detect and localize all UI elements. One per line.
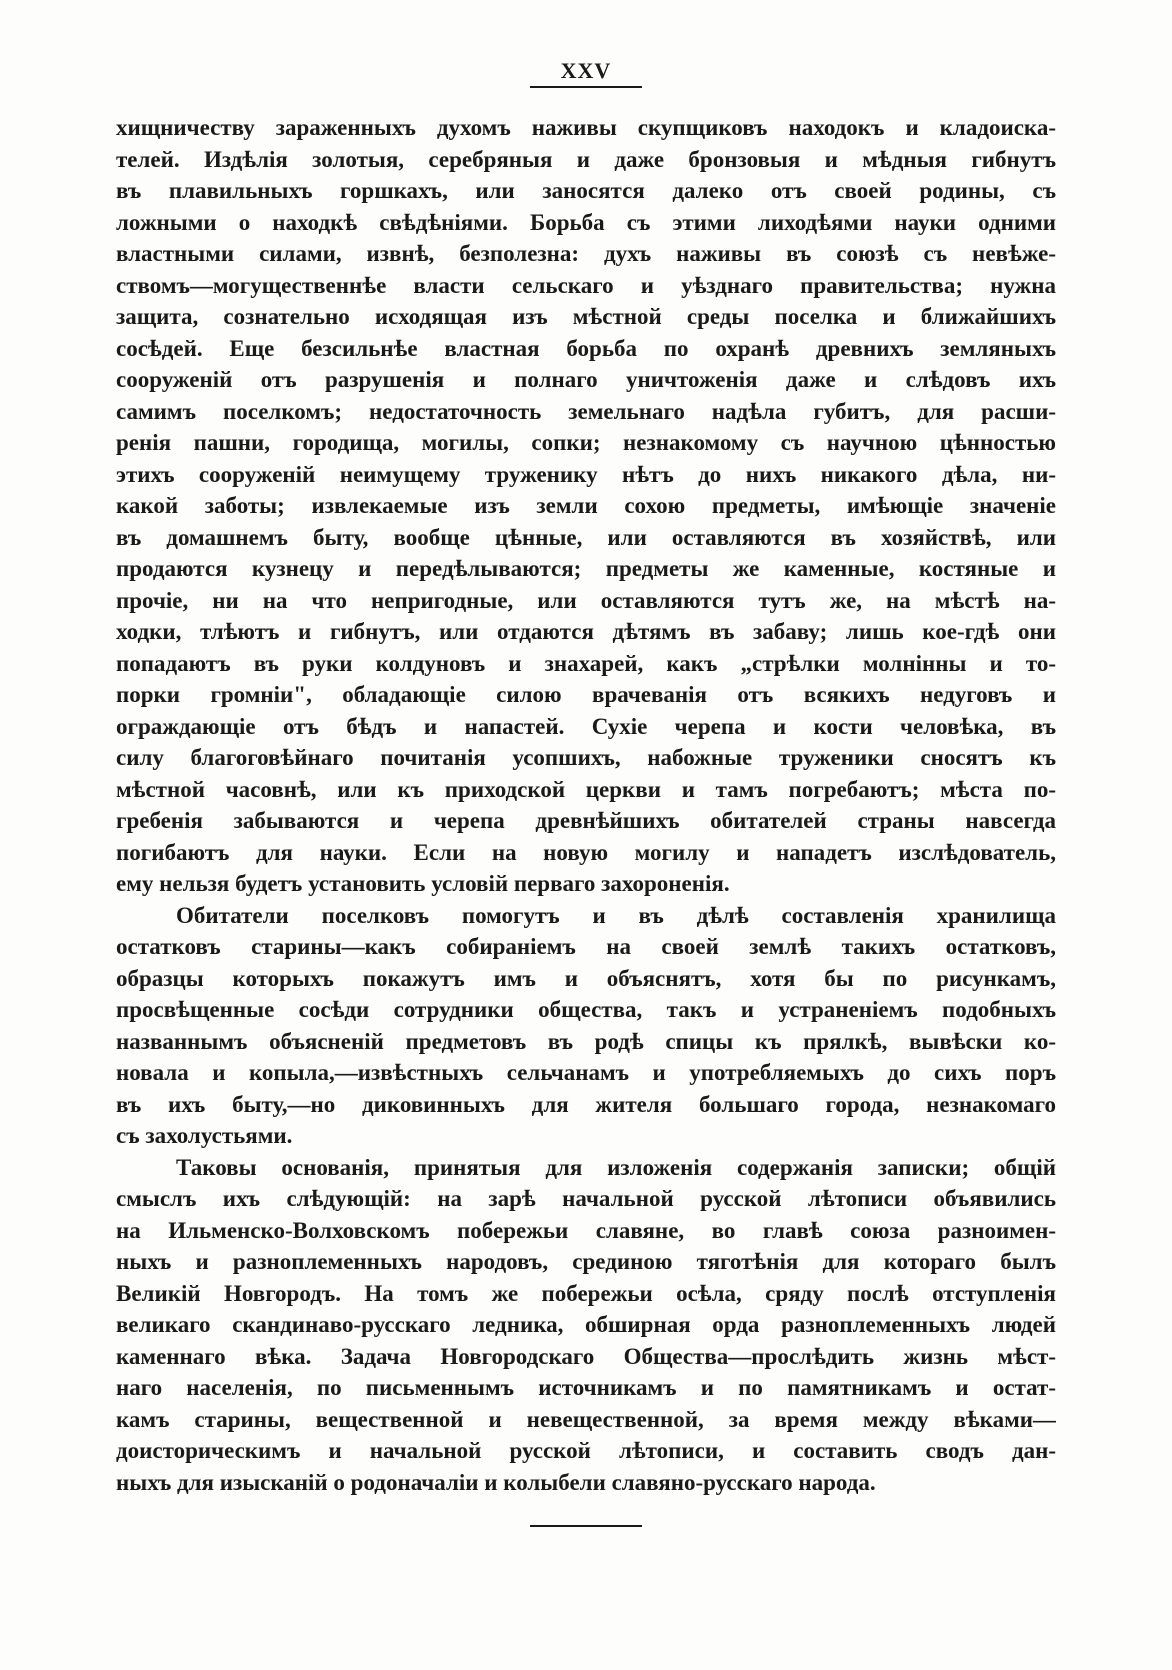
text-line: погибаютъ для науки. Если на новую могилу и нападетъ изслѣдователь, [116,839,1056,865]
text-line: съ захолустьями. [116,1123,293,1148]
text-line: Обитатели поселковъ помогутъ и въ дѣлѣ составленія хранилища [176,902,1056,928]
paragraph-3 [116,1152,1056,1499]
text-line: названнымъ объясненій предметовъ въ родѣ спицы къ прялкѣ, вывѣски ко- [116,1028,1056,1054]
text-line: попадаютъ въ руки колдуновъ и знахарей, какъ „стрѣлки молнінны и то- [116,650,1056,676]
header-rule [530,86,642,88]
text-line: защита, сознательно исходящая изъ мѣстной среды поселка и ближайшихъ [116,304,1056,329]
text-line: въ домашнемъ быту, вообще цѣнные, или оставляются въ хозяйствѣ, или [116,524,1056,550]
text-line: ограждающіе отъ бѣдъ и напастей. Сухіе черепа и кости человѣка, въ [116,713,1056,739]
text-line: Великій Новгородъ. На томъ же побережьи осѣла, сряду послѣ отступленія [116,1280,1056,1306]
text-line: доисторическимъ и начальной русской лѣтописи, и составить сводъ дан- [116,1438,1056,1463]
text-line: смыслъ ихъ слѣдующій: на зарѣ начальной русской лѣтописи объявились [116,1186,1056,1211]
text-line: какой заботы; извлекаемые изъ земли сохою предметы, имѣющіе значеніе [116,493,1056,518]
footer-rule [530,1525,642,1527]
text-line: ныхъ и разноплеменныхъ народовъ, срединою тяготѣнія для котораго былъ [116,1249,1056,1274]
text-line: каменнаго вѣка. Задача Новгородскаго Общества—прослѣдить жизнь мѣст- [116,1343,1056,1369]
text-line: гребенія забываются и черепа древнѣйшихъ обитателей страны навсегда [116,808,1056,833]
text-line: въ ихъ быту,—но диковинныхъ для жителя большаго города, незнакомаго [116,1091,1056,1117]
text-line: порки громніи", обладающіе силою врачеванія отъ всякихъ недуговъ и [116,682,1056,707]
text-line: сооруженій отъ разрушенія и полнаго уничтоженія даже и слѣдовъ ихъ [116,367,1056,392]
text-line: на Ильменско-Волховскомъ побережьи славяне, во главѣ союза разноимен- [116,1217,1056,1243]
paragraph-1 [116,112,1056,900]
text-line: новала и копыла,—извѣстныхъ сельчанамъ и употребляемыхъ до сихъ поръ [116,1060,1056,1085]
text-line: ему нельзя будетъ установить условій перваго захороненія. [116,871,730,896]
text-line: ренія пашни, городища, могилы, сопки; незнакомому съ научною цѣнностью [116,430,1056,455]
text-line: силу благоговѣйнаго почитанія усопшихъ, набожные труженики сносятъ къ [116,745,1056,770]
text-line: ходки, тлѣютъ и гибнутъ, или отдаются дѣтямъ въ забаву; лишь кое-гдѣ они [116,619,1056,644]
text-line: этихъ сооруженій неимущему труженику нѣтъ до нихъ никакого дѣла, ни- [116,461,1056,487]
text-line: Таковы основанія, принятыя для изложенія содержанія записки; общій [176,1154,1056,1180]
paragraph-2 [116,900,1056,1152]
text-line: сосѣдей. Еще безсильнѣе властная борьба по охранѣ древнихъ земляныхъ [116,335,1056,361]
text-line: хищничеству зараженныхъ духомъ наживы скупщиковъ находокъ и кладоиска- [116,115,1056,140]
page-number: XXV [560,58,612,83]
text-line: образцы которыхъ покажутъ имъ и объяснятъ, хотя бы по рисункамъ, [116,965,1056,991]
text-line: продаются кузнецу и передѣлываются; предметы же каменные, костяные и [116,556,1056,581]
text-line: камъ старины, вещественной и невещественной, за время между вѣками— [116,1406,1056,1432]
text-line: телей. Издѣлія золотыя, серебряныя и даже бронзовыя и мѣдныя гибнутъ [116,146,1056,172]
body-text [116,112,1056,1498]
text-line: мѣстной часовнѣ, или къ приходской церкви и тамъ погребаютъ; мѣста по- [116,776,1056,802]
text-line: ложными о находкѣ свѣдѣніями. Борьба съ этими лиходѣями науки одними [116,209,1056,235]
text-line: великаго скандинаво-русскаго ледника, обширная орда разноплеменныхъ людей [116,1312,1056,1337]
text-line: просвѣщенные сосѣди сотрудники общества, такъ и устраненіемъ подобныхъ [116,997,1056,1022]
text-line: ствомъ—могущественнѣе власти сельскаго и уѣзднаго правительства; нужна [116,272,1056,298]
text-line: властными силами, извнѣ, безполезна: духъ наживы въ союзѣ съ невѣже- [116,241,1056,266]
text-line: прочіе, ни на что непригодные, или оставляются тутъ же, на мѣстѣ на- [116,587,1056,613]
text-line: остатковъ старины—какъ собираніемъ на своей землѣ такихъ остатковъ, [116,934,1056,959]
text-line: наго населенія, по письменнымъ источникамъ и по памятникамъ и остат- [116,1375,1056,1400]
text-line: самимъ поселкомъ; недостаточность земельнаго надѣла губитъ, для расши- [116,398,1056,424]
text-line: ныхъ для изысканій о родоначаліи и колыбели славяно-русскаго народа. [116,1469,876,1495]
text-line: въ плавильныхъ горшкахъ, или заносятся далеко отъ своей родины, съ [116,178,1056,203]
